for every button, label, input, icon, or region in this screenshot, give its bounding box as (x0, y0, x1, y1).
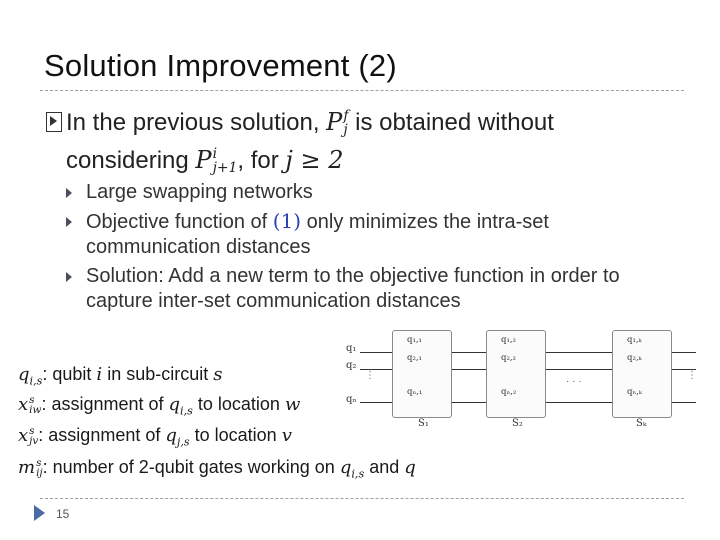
math-p-i-j1 (195, 146, 237, 174)
right-vdots: ⋯ (686, 370, 697, 381)
def-2-var: x (18, 394, 29, 415)
def-3-sub: jv (29, 435, 39, 447)
cell: q₂,ₖ (627, 353, 642, 363)
sub-bullet-2 (66, 209, 666, 260)
math-p-f-j (326, 108, 348, 136)
definition-qubit (18, 364, 222, 388)
subcircuit-diagram (336, 326, 706, 436)
def-1-s: s (213, 364, 223, 385)
def-3-var: x (18, 425, 29, 446)
def-2-sup: s (29, 393, 35, 406)
box-bullet-icon (46, 112, 62, 132)
math-sup: f (343, 107, 349, 124)
math-p-var: P (326, 108, 343, 136)
def-4-text: : number of 2-qubit gates working on (42, 457, 340, 477)
def-1-sub: i,s (29, 374, 43, 388)
cell: qₙ,₁ (407, 387, 423, 397)
def-2-q-sub: i,s (180, 404, 193, 418)
def-3-text-2: to location (189, 425, 282, 445)
subcircuit-label-1: S₁ (418, 418, 429, 429)
sub-bullet-1-text: Large swapping networks (86, 181, 313, 203)
row-label-q1: q₁ (346, 343, 357, 354)
def-2-text: : assignment of (41, 394, 169, 414)
def-4-symbol (18, 457, 43, 478)
footer-divider (40, 498, 684, 499)
def-4-q (339, 457, 365, 481)
def-1-i: i (96, 364, 103, 385)
subcircuit-box-2 (486, 330, 546, 418)
cell: q₂,₂ (501, 353, 516, 363)
sub-bullet-3-text: Solution: Add a new term to the objective function in order to capture inter-set communication distances (86, 265, 620, 312)
definition-x-jv (18, 425, 292, 449)
def-3-q-sub: j,s (176, 435, 190, 449)
def-4-supsub (36, 458, 43, 479)
def-4-q-var: q (339, 457, 352, 478)
def-1-symbol (18, 364, 43, 388)
main-bullet-line-1 (66, 104, 554, 141)
definition-m-ij (18, 457, 416, 481)
def-1-var: q (18, 364, 30, 385)
triangle-bullet-icon (66, 188, 72, 198)
cell: qₙ,ₖ (627, 387, 642, 397)
def-3-sup: s (29, 424, 35, 437)
main-bullet-text-c: considering (66, 147, 196, 174)
definition-x-iw (18, 394, 300, 418)
subcircuit-label-2: S₂ (512, 418, 523, 429)
subcircuit-box-1 (392, 330, 452, 418)
page-marker-icon (34, 505, 45, 521)
sub-bullet-list (66, 180, 666, 318)
def-2-w: w (284, 394, 301, 415)
triangle-bullet-icon (66, 217, 72, 227)
page-number: 15 (56, 507, 70, 521)
def-2-q-var: q (168, 394, 181, 415)
def-4-sub: ij (36, 467, 43, 479)
sub-bullet-1 (66, 180, 666, 205)
def-3-symbol (18, 425, 38, 446)
slide-title: Solution Improvement (2) (44, 48, 397, 83)
math-supsub-2 (212, 145, 238, 176)
cell: q₂,₁ (407, 353, 422, 363)
math-sub: j (343, 121, 348, 138)
row-label-qn: qₙ (346, 394, 357, 405)
def-4-text-2: and (364, 457, 405, 477)
cell: q₁,ₖ (627, 335, 642, 345)
subcircuit-box-k (612, 330, 672, 418)
def-4-q-sub: i,s (351, 467, 365, 481)
math-sub-2: j+1 (212, 159, 238, 176)
title-divider-top (40, 90, 684, 91)
equation-reference: (1) (272, 209, 302, 233)
cell: q₁,₁ (407, 335, 422, 345)
def-3-supsub (29, 426, 38, 447)
def-2-symbol (18, 394, 41, 415)
def-1-text: : qubit (42, 364, 97, 384)
column-ellipsis: · · · (566, 376, 582, 387)
def-3-text: : assignment of (38, 425, 166, 445)
cell: qₙ,₂ (501, 387, 517, 397)
cell: q₁,₂ (501, 335, 516, 345)
def-4-q2: q (404, 457, 416, 478)
def-2-text-2: to location (192, 394, 285, 414)
row-vdots: ⋯ (364, 370, 375, 381)
main-bullet-text-a: In the previous solution, (66, 109, 327, 136)
def-3-v: v (281, 425, 292, 446)
def-2-q (168, 394, 193, 418)
subcircuit-label-k: Sₖ (636, 418, 647, 429)
math-p-var-2: P (195, 146, 212, 174)
def-4-sup: s (36, 456, 42, 469)
def-4-var: m (18, 457, 36, 478)
def-3-q-var: q (165, 425, 177, 446)
main-bullet-line-2 (66, 142, 343, 179)
sub-bullet-3 (66, 264, 666, 314)
def-1-text-2: in sub-circuit (102, 364, 214, 384)
sub-bullet-2-text-b: only minimizes the intra-set communication distances (86, 211, 549, 258)
math-j-geq-2: j ≥ 2 (285, 146, 344, 174)
math-sup-2: i (212, 145, 218, 162)
triangle-bullet-icon (66, 272, 72, 282)
sub-bullet-2-text-a: Objective function of (86, 211, 273, 233)
def-2-sub: iw (29, 404, 42, 416)
main-bullet-text-d: , for (237, 147, 286, 174)
def-3-q (165, 425, 190, 449)
row-label-q2: q₂ (346, 360, 357, 371)
main-bullet-text-b: is obtained without (348, 109, 554, 136)
def-2-supsub (29, 395, 41, 416)
